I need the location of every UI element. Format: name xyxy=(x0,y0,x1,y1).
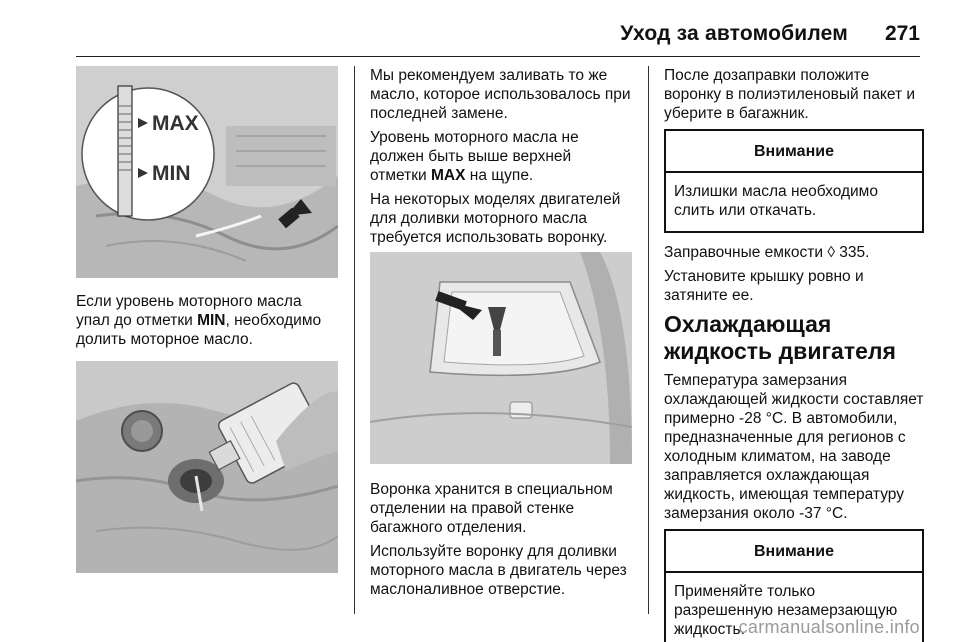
notice-body: Излишки масла необходимо слить или откачать. xyxy=(674,183,878,219)
column-2 xyxy=(370,66,632,604)
column-divider-1 xyxy=(354,66,355,614)
notice-title: Внимание xyxy=(666,131,922,173)
header-rule xyxy=(76,56,920,57)
paragraph-store-funnel: После дозаправки положите воронку в полиэтиленовый пакет и уберите в багажник. xyxy=(664,67,916,122)
paragraph-max-level: Уровень моторного масла не должен быть выше верхней отметки MAX на щупе. xyxy=(370,129,579,184)
notice-title: Внимание xyxy=(666,531,922,573)
min-mark: MIN xyxy=(197,312,226,329)
section-title-coolant: Охлаждающая жидкость двигателя xyxy=(664,311,896,364)
page-number: 271 xyxy=(884,22,920,45)
paragraph-funnel-location: Воронка хранится в специальном отделении на правой стенке багажного отделения. xyxy=(370,481,613,536)
max-mark: MAX xyxy=(431,167,466,184)
paragraph-cap: Установите крышку ровно и затяните ее. xyxy=(664,268,864,304)
paragraph-min-level: Если уровень моторного масла упал до отметки MIN, необходимо долить моторное масло. xyxy=(76,293,322,348)
paragraph-coolant: Температура замерзания охлаждающей жидкости составляет примерно -28 °C. В автомобили, предназначенные для регионов с холодным климатом, на заводе заправляется охлаждающая жидкость, имеющая температуру замерзания около -37 °C. xyxy=(664,372,924,522)
funnel-storage-figure xyxy=(370,252,632,464)
column-3 xyxy=(664,66,924,642)
notice-body: Применяйте только разрешенную незамерзающую жидкость. xyxy=(674,583,898,638)
notice-box-1 xyxy=(664,129,924,233)
watermark: carmanualsonline.info xyxy=(738,617,920,637)
paragraph-funnel-required: На некоторых моделях двигателей для доливки моторного масла требуется использовать воронку. xyxy=(370,191,621,246)
column-divider-2 xyxy=(648,66,649,614)
page-header-title: Уход за автомобилем xyxy=(620,22,848,45)
oil-pouring-figure xyxy=(76,361,338,573)
dipstick-figure xyxy=(76,66,338,278)
paragraph-recommendation: Мы рекомендуем заливать то же масло, которое использовалось при последней замене. xyxy=(370,67,631,122)
max-label: MAX xyxy=(152,112,199,135)
paragraph-capacities: Заправочные емкости ◊ 335. xyxy=(664,244,870,261)
column-1 xyxy=(76,66,338,573)
min-label: MIN xyxy=(152,162,191,185)
paragraph-funnel-usage: Используйте воронку для доливки моторного масла в двигатель через маслоналивное отверстие. xyxy=(370,543,627,598)
